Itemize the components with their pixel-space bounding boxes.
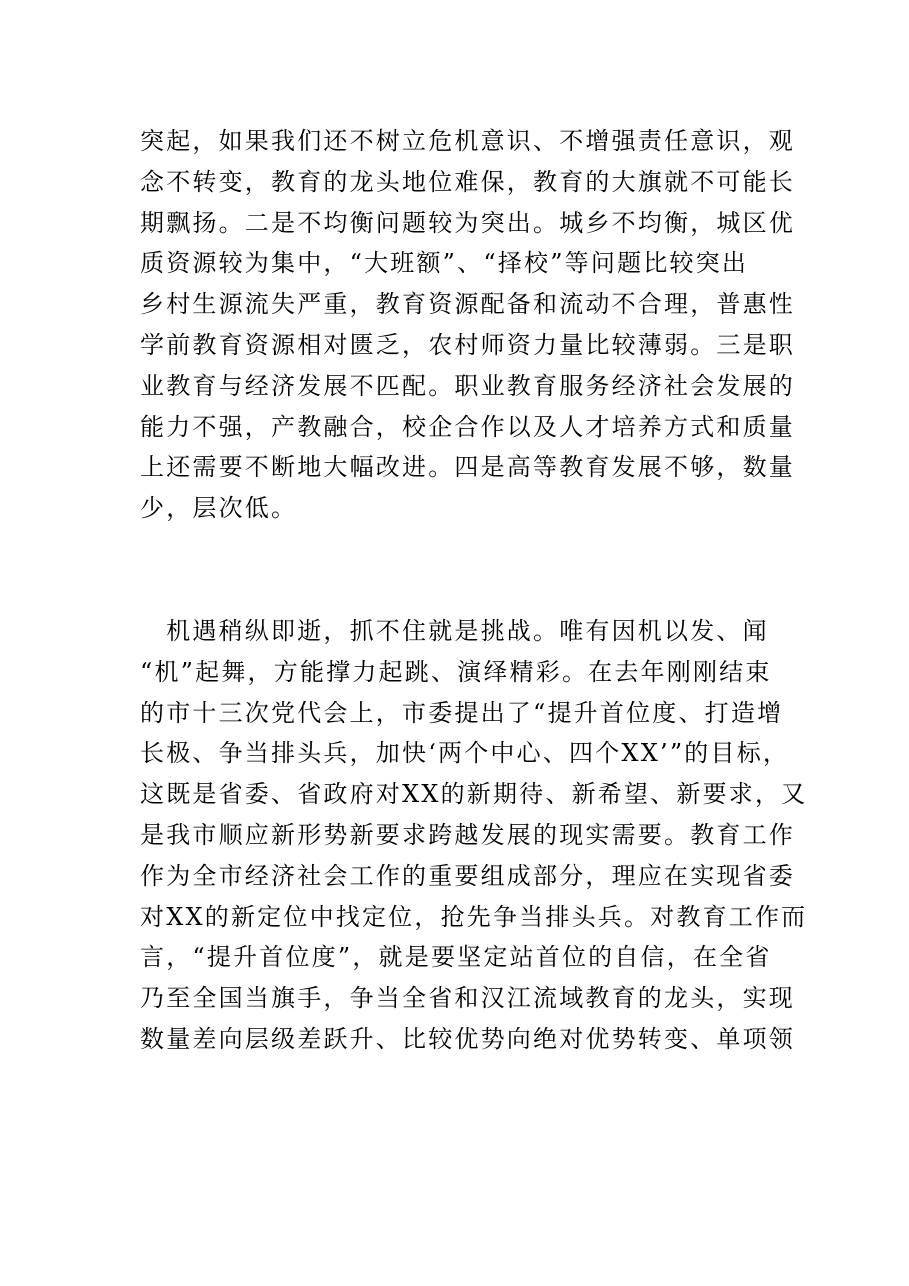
text-line: 这既是省委、省政府对XX的新期待、新希望、新要求，又	[140, 780, 808, 809]
text-line: 期飘扬。二是不均衡问题较为突出。城乡不均衡，城区优	[140, 208, 795, 237]
text-line: 的市十三次党代会上，市委提出了“提升首位度、打造增	[140, 698, 784, 727]
text-line: 质资源较为集中，“大班额”、“择校”等问题比较突出	[140, 249, 749, 278]
text-line: 突起，如果我们还不树立危机意识、不增强责任意识，观	[140, 127, 795, 155]
paragraph-1	[140, 121, 795, 529]
text-line: 念不转变，教育的龙头地位难保，教育的大旗就不可能长	[140, 167, 795, 196]
text-line: 作为全市经济社会工作的重要组成部分，理应在实现省委	[140, 861, 795, 890]
text-line: 数量差向层级差跃升、比较优势向绝对优势转变、单项领	[140, 1024, 795, 1053]
text-line: 学前教育资源相对匮乏，农村师资力量比较薄弱。三是职	[140, 330, 795, 359]
text-line: 乡村生源流失严重，教育资源配备和流动不合理，普惠性	[140, 290, 795, 319]
text-line: 乃至全国当旗手，争当全省和汉江流域教育的龙头，实现	[140, 984, 795, 1013]
text-line: 长极、争当排头兵，加快‘两个中心、四个XX’”的目标，	[140, 739, 790, 768]
text-line: 能力不强，产教融合，校企合作以及人才培养方式和质量	[140, 412, 795, 441]
text-line: 是我市顺应新形势新要求跨越发展的现实需要。教育工作	[140, 820, 795, 849]
text-line: 机遇稍纵即逝，抓不住就是挑战。唯有因机以发、闻	[140, 617, 769, 645]
text-line: 少，层次低。	[140, 494, 298, 523]
text-line: 上还需要不断地大幅改进。四是高等教育发展不够，数量	[140, 453, 795, 482]
text-line: “机”起舞，方能撑力起跳、演绎精彩。在去年刚刚结束	[140, 657, 772, 686]
text-line: 对XX的新定位中找定位，抢先争当排头兵。对教育工作而	[140, 902, 808, 931]
paragraph-2	[140, 611, 808, 1060]
text-line: 言，“提升首位度”，就是要坚定站首位的自信，在全省	[140, 943, 772, 972]
text-line: 业教育与经济发展不匹配。职业教育服务经济社会发展的	[140, 371, 795, 400]
